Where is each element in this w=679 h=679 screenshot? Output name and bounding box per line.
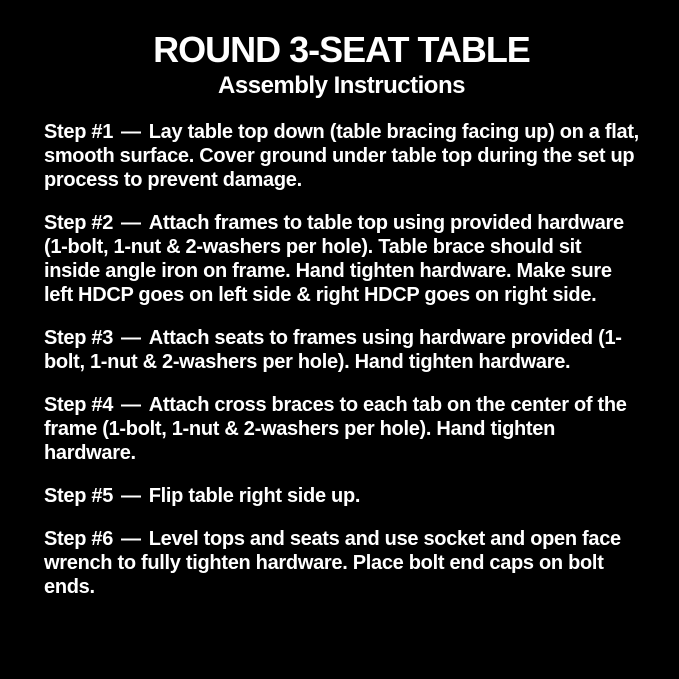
step-1-label: Step #1 <box>44 121 114 144</box>
step-2-label: Step #2 <box>44 212 114 235</box>
step-2 <box>44 211 639 307</box>
step-4 <box>44 393 639 465</box>
step-5-dash: — <box>121 485 141 508</box>
step-5 <box>44 484 639 508</box>
page-subtitle: Assembly Instructions <box>218 71 465 99</box>
step-6-label: Step #6 <box>44 528 114 551</box>
step-4-dash: — <box>121 394 141 417</box>
step-5-label: Step #5 <box>44 485 114 508</box>
page-title: ROUND 3-SEAT TABLE <box>153 29 530 70</box>
step-2-dash: — <box>121 212 141 235</box>
step-3 <box>44 326 639 374</box>
step-1-text: Lay table top down (table bracing facing up) on a flat, smooth surface. Cover ground under table top during the set up process to prevent damage. <box>44 121 639 192</box>
step-5-text: Flip table right side up. <box>148 485 361 508</box>
steps-list <box>44 120 639 599</box>
step-2-text: Attach frames to table top using provided hardware (1-bolt, 1-nut & 2-washers per hole). Table brace should sit inside angle iron on frame. Hand tighten hardware. Make sure left HDCP goes on left side & right HDCP goes on right side. <box>44 212 624 307</box>
step-3-dash: — <box>121 327 141 350</box>
step-4-label: Step #4 <box>44 394 114 417</box>
step-3-label: Step #3 <box>44 327 114 350</box>
step-3-text: Attach seats to frames using hardware provided (1-bolt, 1-nut & 2-washers per hole). Hand tighten hardware. <box>44 327 622 374</box>
step-6-dash: — <box>121 528 141 551</box>
step-6 <box>44 527 639 599</box>
step-1-dash: — <box>121 121 141 144</box>
step-4-text: Attach cross braces to each tab on the center of the frame (1-bolt, 1-nut & 2-washers per hole). Hand tighten hardware. <box>44 394 627 465</box>
step-6-text: Level tops and seats and use socket and open face wrench to fully tighten hardware. Place bolt end caps on bolt ends. <box>44 528 621 599</box>
step-1 <box>44 120 639 192</box>
